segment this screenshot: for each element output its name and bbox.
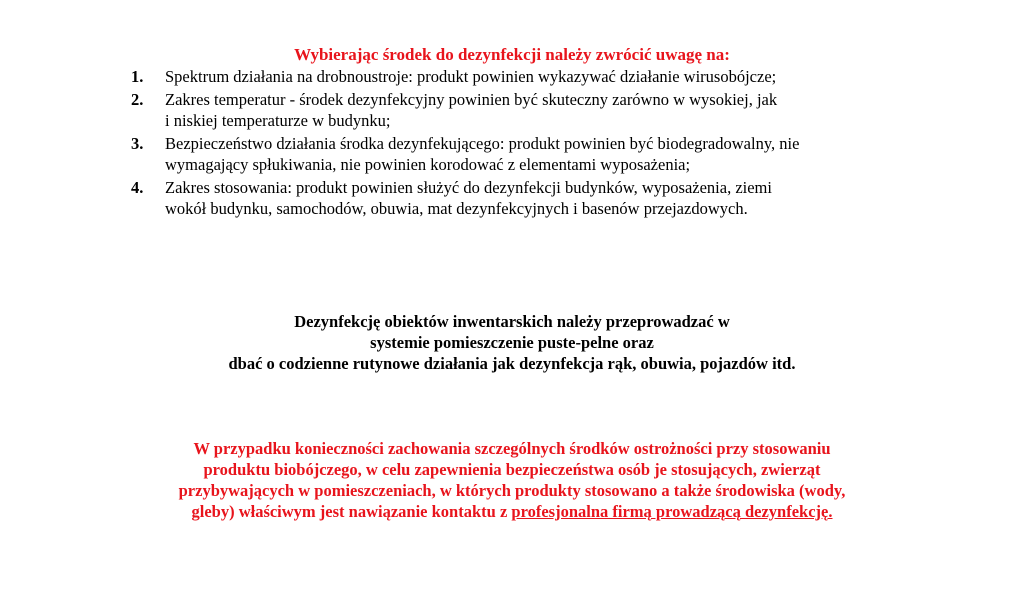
note-line: systemie pomieszczenie puste-pelne oraz	[370, 333, 654, 352]
list-item-text: i niskiej temperaturze w budynku;	[165, 111, 391, 130]
list-item-text: Bezpieczeństwo działania środka dezynfekującego: produkt powinien być biodegradowalny, nie	[165, 134, 800, 153]
list-item	[131, 177, 909, 219]
note-line: Dezynfekcję obiektów inwentarskich należy przeprowadzać w	[294, 312, 730, 331]
list-item-number: 2.	[131, 90, 144, 109]
safety-warning	[112, 438, 912, 522]
list-item-text: Zakres stosowania: produkt powinien służyć do dezynfekcji budynków, wyposażenia, ziemi	[165, 178, 772, 197]
list-item-number: 4.	[131, 178, 144, 197]
list-item-number: 1.	[131, 67, 144, 86]
warning-line: produktu biobójczego, w celu zapewnienia bezpieczeństwa osób je stosujących, zwierząt	[203, 460, 821, 479]
warning-line: przybywających w pomieszczeniach, w których produkty stosowano a także środowiska (wody,	[178, 481, 846, 500]
warning-line	[112, 501, 912, 522]
section-heading: Wybierając środek do dezynfekcji należy zwrócić uwagę na:	[294, 45, 730, 64]
criteria-list	[131, 66, 909, 221]
list-item	[131, 89, 909, 131]
list-item	[131, 133, 909, 175]
list-item-number: 3.	[131, 134, 144, 153]
list-item-text: Spektrum działania na drobnoustroje: produkt powinien wykazywać działanie wirusobójcze;	[165, 67, 777, 86]
list-item-text: Zakres temperatur - środek dezynfekcyjny powinien być skuteczny zarówno w wysokiej, jak	[165, 90, 778, 109]
professional-company-link[interactable]: profesjonalna firmą prowadzącą dezynfekcję.	[511, 502, 833, 521]
list-item	[131, 66, 909, 87]
warning-line-text: gleby) właściwym jest nawiązanie kontaktu z	[191, 502, 512, 521]
inventory-disinfection-note	[0, 311, 1024, 374]
note-line: dbać o codzienne rutynowe działania jak dezynfekcja rąk, obuwia, pojazdów itd.	[228, 354, 796, 373]
list-item-text: wokół budynku, samochodów, obuwia, mat dezynfekcyjnych i basenów przejazdowych.	[165, 199, 748, 218]
list-item-text: wymagający spłukiwania, nie powinien korodować z elementami wyposażenia;	[165, 155, 691, 174]
warning-line: W przypadku konieczności zachowania szczególnych środków ostrożności przy stosowaniu	[193, 439, 831, 458]
